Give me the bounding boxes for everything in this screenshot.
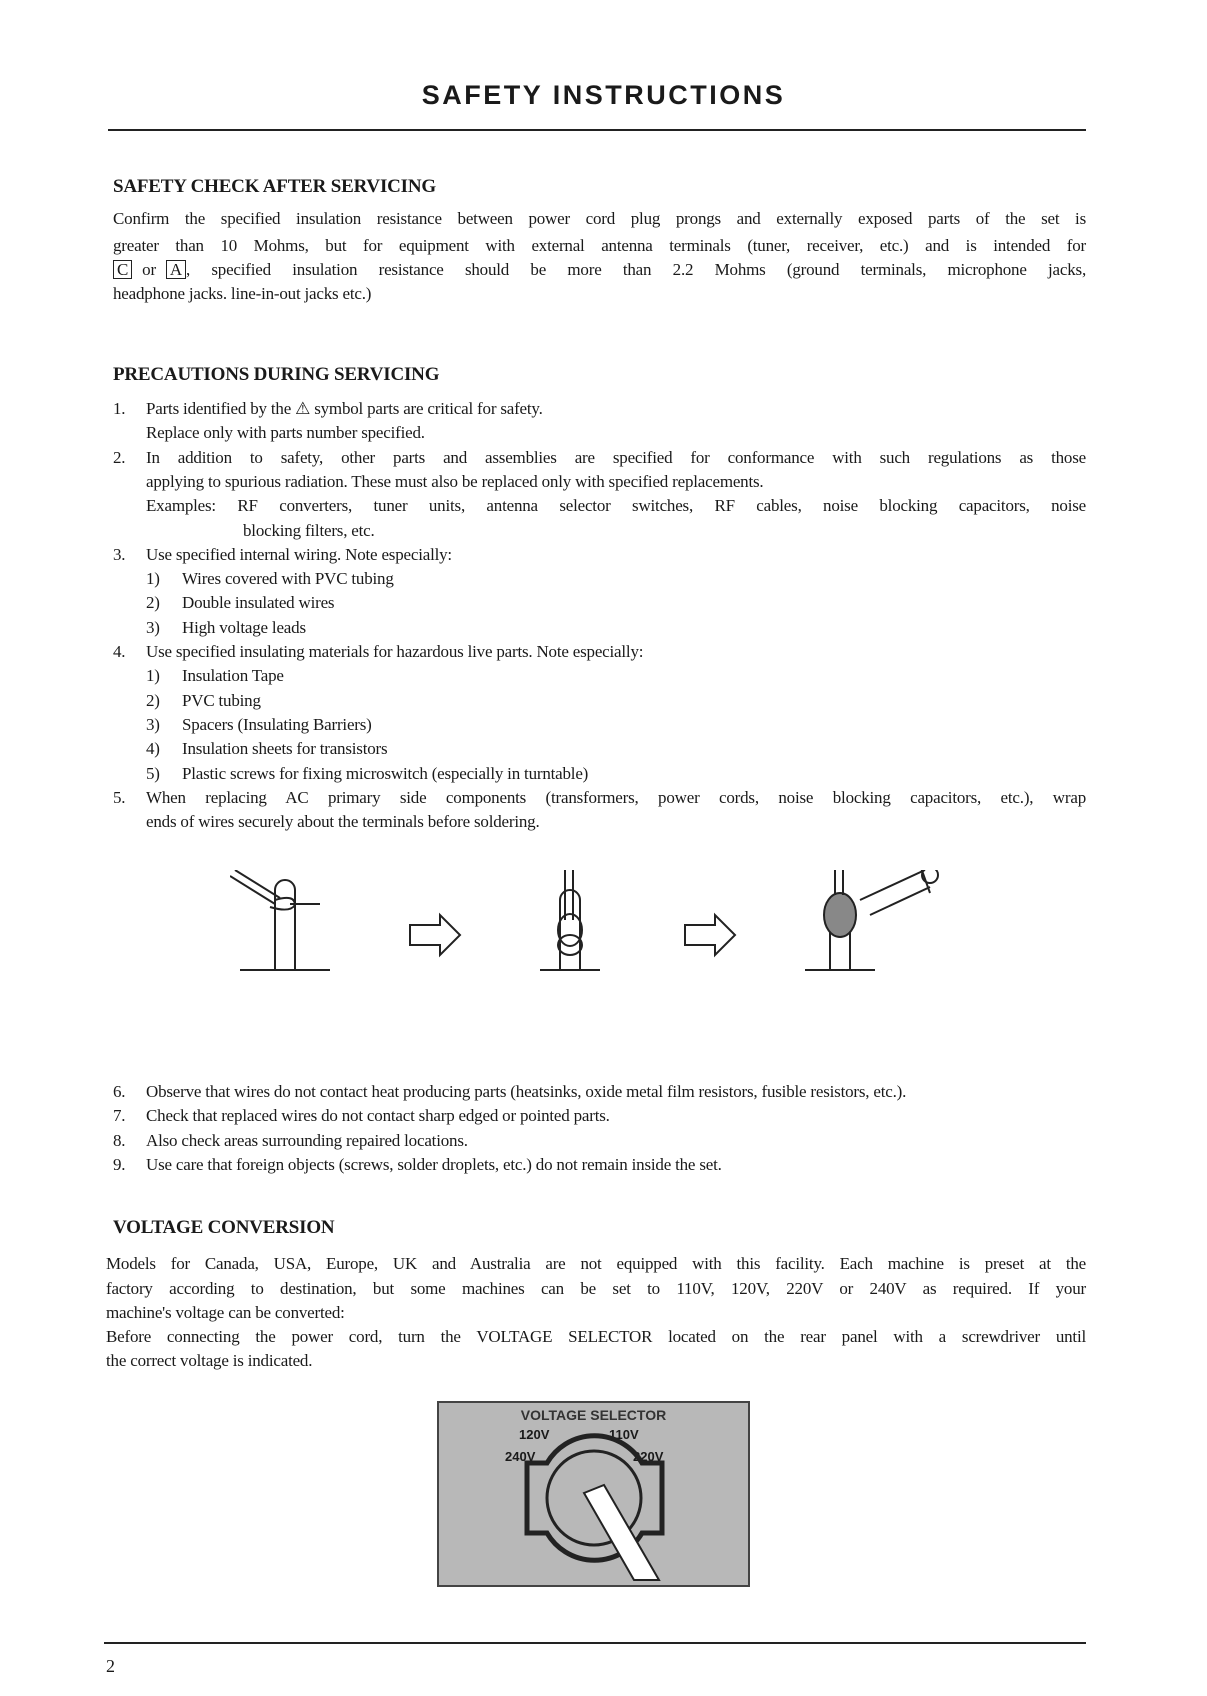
- sublist-item-text: Wires covered with PVC tubing: [182, 569, 394, 589]
- title-divider: [108, 129, 1086, 131]
- paragraph-line: greater than 10 Mohms, but for equipment with external antenna terminals (tuner, receiver, etc.) and is intended for: [113, 236, 1086, 255]
- label-240v: 240V: [505, 1449, 536, 1464]
- step2-wrapped-wire-icon: [540, 870, 600, 970]
- sublist-item-text: Spacers (Insulating Barriers): [182, 714, 372, 734]
- list-item-text: Replace only with parts number specified.: [146, 423, 425, 443]
- paragraph-line: [113, 260, 1086, 280]
- section-heading-safety-check: SAFETY CHECK AFTER SERVICING: [113, 176, 436, 197]
- sublist-number: 2): [146, 690, 160, 710]
- label-120v: 120V: [519, 1427, 550, 1442]
- paragraph-line: the correct voltage is indicated.: [106, 1351, 313, 1370]
- sublist-number: 3): [146, 617, 160, 637]
- wire-wrapping-diagram: [230, 870, 1010, 1030]
- paragraph-line: Before connecting the power cord, turn the VOLTAGE SELECTOR located on the rear panel with a screwdriver until: [106, 1327, 1086, 1346]
- sublist-item-text: High voltage leads: [182, 617, 306, 637]
- list-item-text: Check that replaced wires do not contact sharp edged or pointed parts.: [146, 1106, 610, 1126]
- label-220v: 220V: [633, 1449, 664, 1464]
- list-item-text: Use specified internal wiring. Note especially:: [146, 544, 452, 564]
- sublist-number: 2): [146, 593, 160, 613]
- list-number: 2.: [113, 447, 126, 467]
- list-item-text: In addition to safety, other parts and assemblies are specified for conformance with such regulations as those: [146, 447, 1086, 467]
- list-number: 5.: [113, 787, 126, 807]
- paragraph-line: Models for Canada, USA, Europe, UK and Australia are not equipped with this facility. Each machine is preset at the: [106, 1254, 1086, 1273]
- label-110v: 110V: [609, 1427, 639, 1442]
- figure-label: VOLTAGE SELECTOR: [520, 1407, 667, 1423]
- page-title: SAFETY INSTRUCTIONS: [421, 80, 786, 110]
- list-item-text: blocking filters, etc.: [243, 520, 375, 540]
- list-item-text: Use care that foreign objects (screws, solder droplets, etc.) do not remain inside the set.: [146, 1154, 722, 1174]
- sublist-number: 1): [146, 569, 160, 589]
- sublist-number: 5): [146, 763, 160, 783]
- list-item-text: Observe that wires do not contact heat producing parts (heatsinks, oxide metal film resistors, fusible resistors, etc.).: [146, 1082, 907, 1101]
- class-a-symbol: A: [166, 260, 186, 279]
- list-number: 1.: [113, 399, 126, 418]
- footer-divider: [104, 1642, 1086, 1644]
- section-heading-precautions: PRECAUTIONS DURING SERVICING: [113, 364, 440, 385]
- paragraph-line: headphone jacks. line-in-out jacks etc.): [113, 284, 372, 303]
- paragraph-line: factory according to destination, but some machines can be set to 110V, 120V, 220V or 240V as required. If your: [106, 1279, 1086, 1298]
- list-number: 4.: [113, 642, 126, 661]
- sublist-item-text: Double insulated wires: [182, 593, 335, 613]
- list-number: 9.: [113, 1154, 126, 1174]
- sublist-number: 1): [146, 666, 160, 686]
- list-item-text: Use specified insulating materials for hazardous live parts. Note especially:: [146, 642, 644, 661]
- section-heading-voltage-conversion: VOLTAGE CONVERSION: [113, 1217, 335, 1238]
- list-item-text: ends of wires securely about the terminals before soldering.: [146, 812, 540, 832]
- page-number: 2: [106, 1656, 115, 1676]
- list-item-text: applying to spurious radiation. These must also be replaced only with specified replacements.: [146, 471, 764, 491]
- list-number: 7.: [113, 1106, 126, 1126]
- list-item-text: Parts identified by the ⚠ symbol parts are critical for safety.: [146, 399, 543, 418]
- paragraph-line: Confirm the specified insulation resistance between power cord plug prongs and externally exposed parts of the set is: [113, 209, 1086, 228]
- list-item-text: Also check areas surrounding repaired locations.: [146, 1130, 468, 1150]
- selector-dial-icon: [439, 1403, 748, 1585]
- sublist-item-text: Insulation sheets for transistors: [182, 739, 388, 759]
- sublist-number: 3): [146, 714, 160, 734]
- class-c-symbol: C: [113, 260, 132, 279]
- or-text: or: [142, 260, 156, 279]
- list-number: 3.: [113, 544, 126, 564]
- paragraph-line: machine's voltage can be converted:: [106, 1303, 345, 1322]
- list-item-text: When replacing AC primary side components (transformers, power cords, noise blocking capacitors, etc.), wrap: [146, 787, 1086, 807]
- sublist-item-text: Insulation Tape: [182, 666, 284, 686]
- sublist-item-text: PVC tubing: [182, 690, 261, 710]
- list-number: 6.: [113, 1082, 126, 1101]
- step3-soldering-icon: [805, 870, 970, 970]
- sublist-number: 4): [146, 739, 160, 759]
- voltage-selector-figure: [437, 1401, 750, 1587]
- sublist-item-text: Plastic screws for fixing microswitch (especially in turntable): [182, 763, 589, 783]
- list-item-text: Examples: RF converters, tuner units, antenna selector switches, RF cables, noise blocking capacitors, noise: [146, 496, 1086, 516]
- list-number: 8.: [113, 1130, 126, 1150]
- step1-terminal-icon: [230, 870, 330, 970]
- arrow-right-icon: [685, 915, 735, 955]
- arrow-right-icon: [410, 915, 460, 955]
- paragraph-text: , specified insulation resistance should be more than 2.2 Mohms (ground terminals, microphone jacks,: [185, 260, 1086, 279]
